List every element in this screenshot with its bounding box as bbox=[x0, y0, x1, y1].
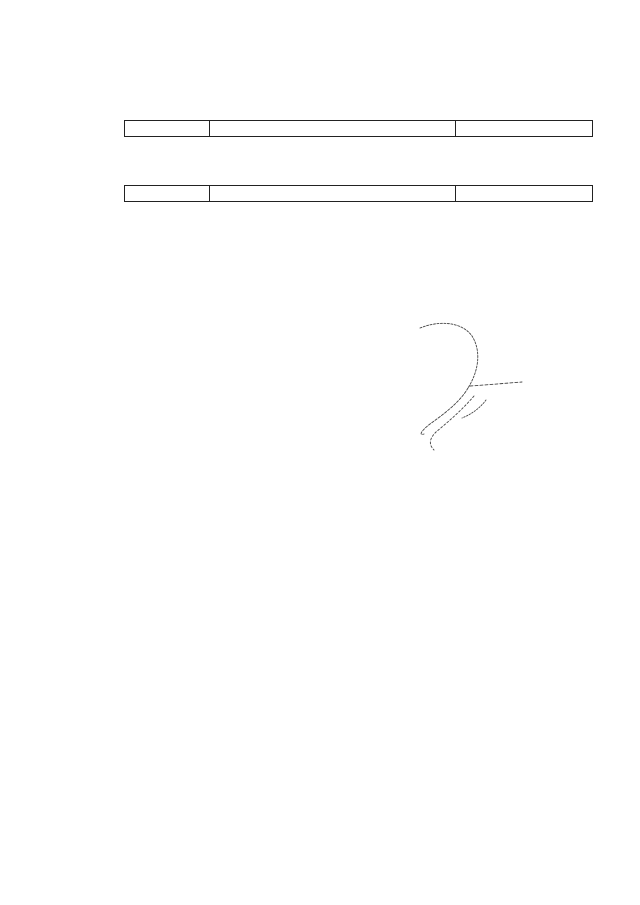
item-1-table-row bbox=[124, 120, 593, 137]
item-1-cell-code bbox=[125, 121, 209, 136]
item-1-cell-cadastral-number bbox=[209, 121, 455, 136]
item-1-cell-value bbox=[455, 121, 592, 136]
handwritten-signature bbox=[400, 310, 540, 460]
item-2-cell-code bbox=[125, 186, 209, 201]
item-2-cell-cadastral-number bbox=[209, 186, 455, 201]
item-2-table-row bbox=[124, 185, 593, 202]
item-2-cell-value bbox=[455, 186, 592, 201]
